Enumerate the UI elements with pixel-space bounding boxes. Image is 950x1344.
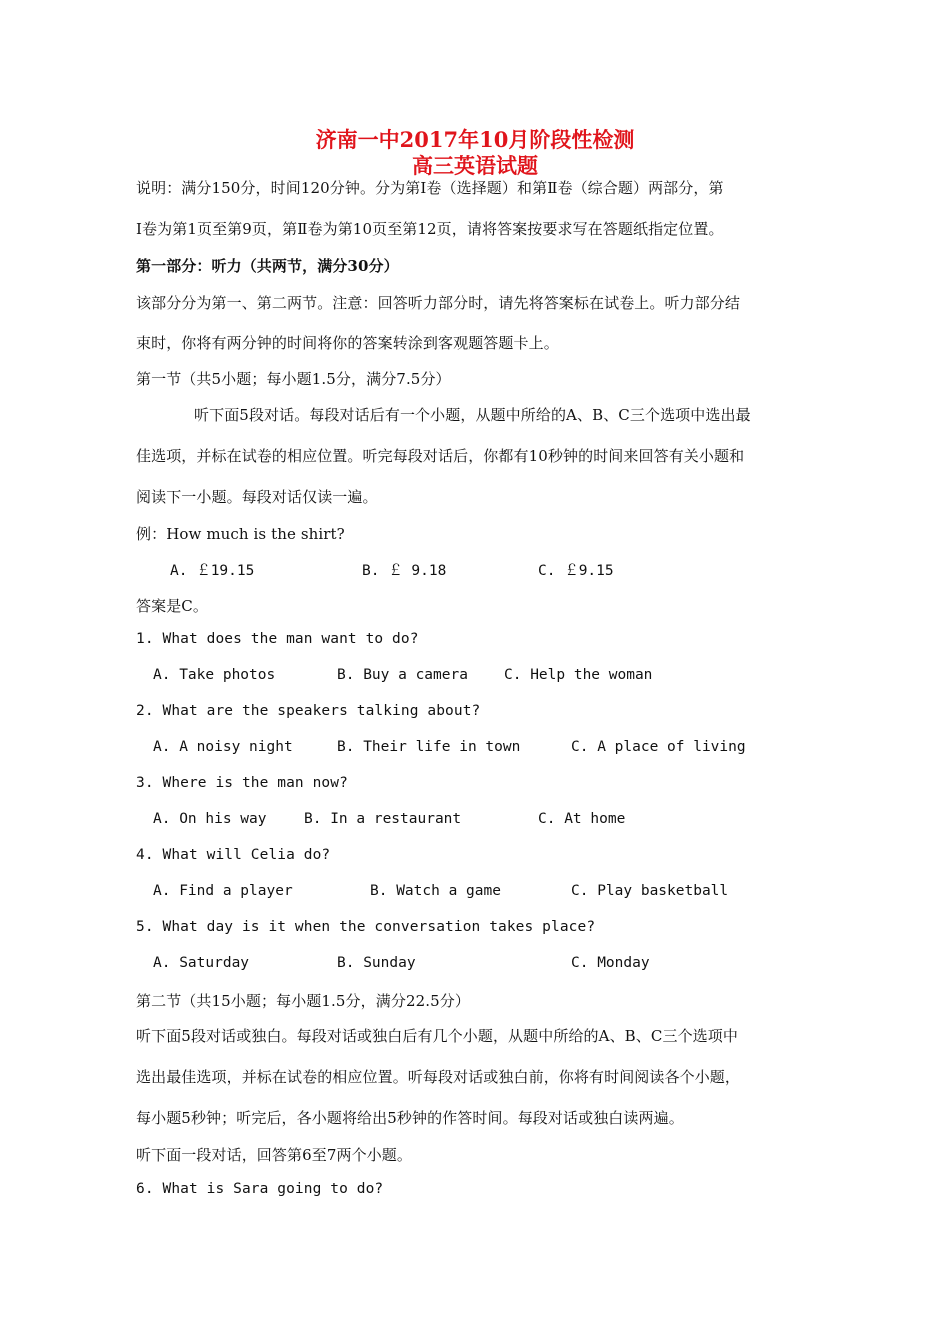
- question-2-option-b: B. Their life in town: [337, 739, 521, 755]
- example-question: 例：How much is the shirt?: [136, 525, 345, 543]
- intro-line-2: Ⅰ卷为第1页至第9页，第Ⅱ卷为第10页至第12页，请将答案按要求写在答题纸指定位置。: [136, 220, 724, 238]
- intro-line-1: 说明：满分150分，时间120分钟。分为第Ⅰ卷（选择题）和第Ⅱ卷（综合题）两部分，第: [136, 179, 724, 197]
- section2-heading: 第二节（共15小题；每小题1.5分，满分22.5分）: [136, 992, 470, 1010]
- question-3-option-b: B. In a restaurant: [304, 811, 462, 827]
- question-2-option-a: A. A noisy night: [153, 739, 293, 755]
- question-5: 5. What day is it when the conversation takes place?: [136, 919, 596, 935]
- example-answer: 答案是C。: [136, 597, 208, 615]
- question-1-option-c: C. Help the woman: [504, 667, 653, 683]
- question-5-option-a: A. Saturday: [153, 955, 250, 971]
- example-option-b: B. ￡ 9.18: [362, 563, 447, 579]
- question-3-option-a: A. On his way: [153, 811, 267, 827]
- question-1: 1. What does the man want to do?: [136, 631, 419, 647]
- question-6: 6. What is Sara going to do?: [136, 1181, 384, 1197]
- section1-instr-line-2: 佳选项，并标在试卷的相应位置。听完每段对话后，你都有10秒钟的时间来回答有关小题和: [136, 447, 745, 465]
- section1-heading: 第一节（共5小题；每小题1.5分，满分7.5分）: [136, 370, 451, 388]
- question-4: 4. What will Celia do?: [136, 847, 331, 863]
- example-option-c: C. ￡9.15: [538, 563, 614, 579]
- exam-subtitle: 高三英语试题: [412, 153, 538, 178]
- question-4-option-c: C. Play basketball: [571, 883, 729, 899]
- exam-title: 济南一中2017年10月阶段性检测: [315, 127, 635, 152]
- part1-note-line-2: 束时，你将有两分钟的时间将你的答案转涂到客观题答题卡上。: [136, 334, 559, 352]
- question-3-option-c: C. At home: [538, 811, 626, 827]
- question-2: 2. What are the speakers talking about?: [136, 703, 481, 719]
- section2-sub-instruction: 听下面一段对话，回答第6至7两个小题。: [136, 1146, 412, 1164]
- section2-instr-line-1: 听下面5段对话或独白。每段对话或独白后有几个小题，从题中所给的A、B、C三个选项中: [136, 1027, 738, 1045]
- section1-instr-line-1: 听下面5段对话。每段对话后有一个小题，从题中所给的A、B、C三个选项中选出最: [194, 406, 751, 424]
- section1-instr-line-3: 阅读下一小题。每段对话仅读一遍。: [136, 488, 378, 506]
- section2-instr-line-3: 每小题5秒钟；听完后，各小题将给出5秒钟的作答时间。每段对话或独白读两遍。: [136, 1109, 684, 1127]
- part1-heading: 第一部分：听力（共两节，满分30分）: [136, 257, 399, 275]
- section2-instr-line-2: 选出最佳选项，并标在试卷的相应位置。听每段对话或独白前，你将有时间阅读各个小题，: [136, 1068, 741, 1086]
- question-5-option-b: B. Sunday: [337, 955, 416, 971]
- example-option-a: A. ￡19.15: [170, 563, 255, 579]
- question-3: 3. Where is the man now?: [136, 775, 348, 791]
- question-4-option-b: B. Watch a game: [370, 883, 501, 899]
- part1-note-line-1: 该部分分为第一、第二两节。注意：回答听力部分时，请先将答案标在试卷上。听力部分结: [136, 294, 741, 312]
- question-4-option-a: A. Find a player: [153, 883, 293, 899]
- question-2-option-c: C. A place of living: [571, 739, 746, 755]
- question-1-option-b: B. Buy a camera: [337, 667, 468, 683]
- question-5-option-c: C. Monday: [571, 955, 650, 971]
- question-1-option-a: A. Take photos: [153, 667, 276, 683]
